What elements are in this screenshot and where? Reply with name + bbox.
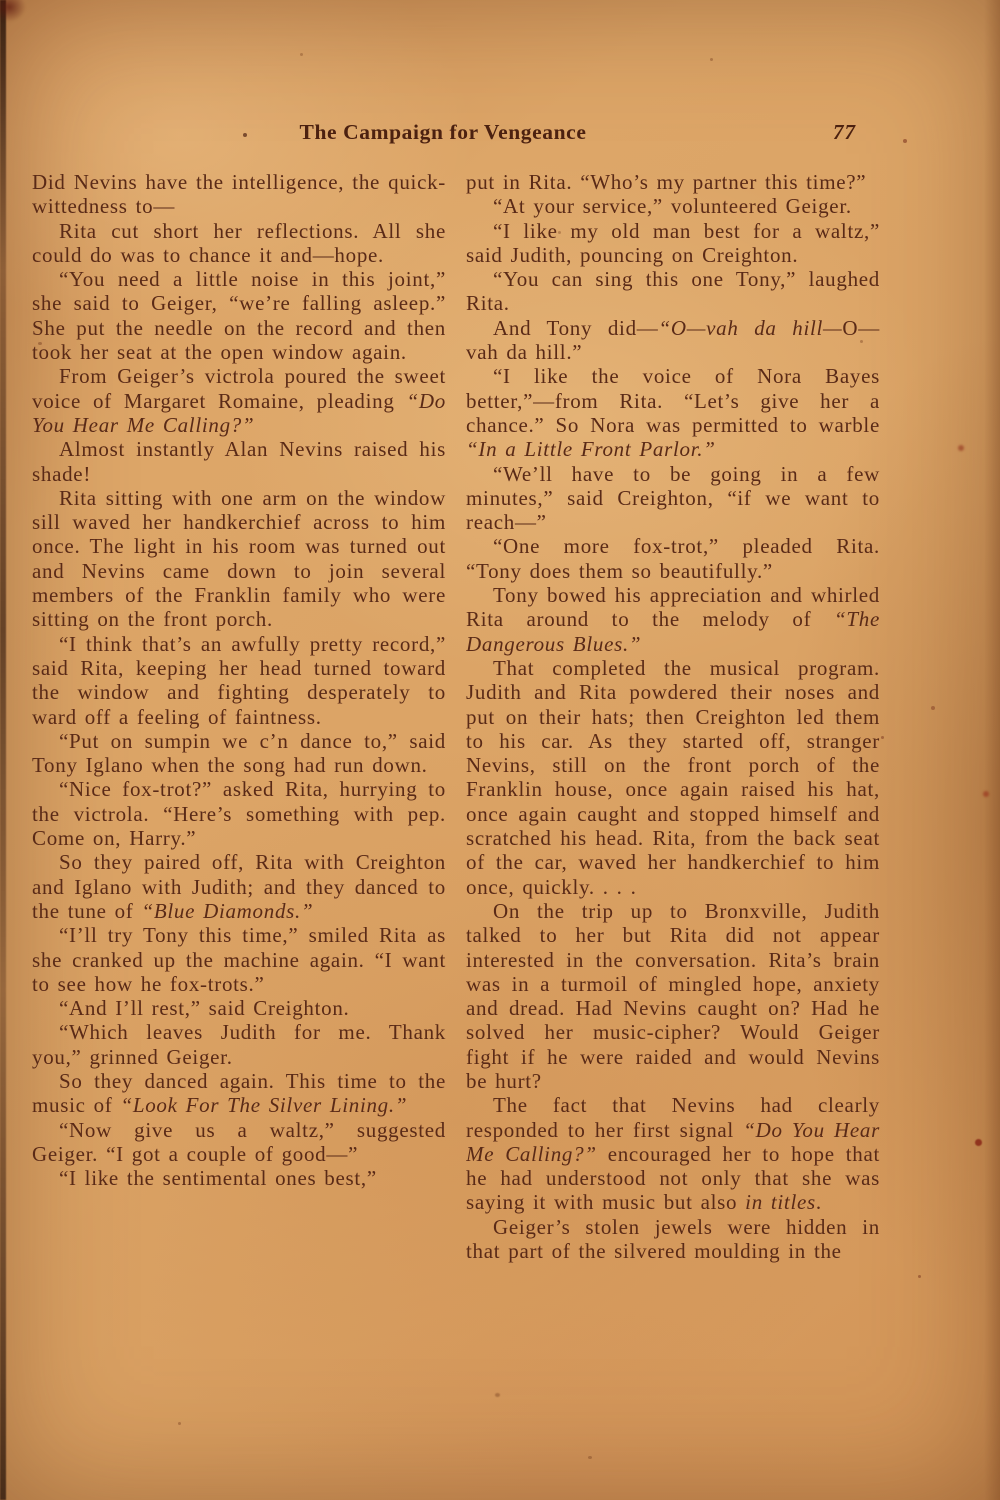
text-run: “I like my old man best for a waltz,” said Judith, pouncing on Creighton. xyxy=(466,218,880,267)
italic-text: “In a Little Front Parlor.” xyxy=(466,437,716,462)
paragraph xyxy=(32,1166,446,1190)
paper-speck xyxy=(588,1456,592,1459)
text-run: Rita sitting with one arm on the window sill waved her handkerchief across to him once. The light in his room was turned out and Nevins came down to join several members of the Franklin family who were sitting on the front porch. xyxy=(32,485,446,632)
paragraph xyxy=(466,899,880,1093)
text-run: Rita cut short her reflections. All she could do was to chance it and—hope. xyxy=(32,218,446,267)
paragraph xyxy=(466,170,880,194)
text-run: “I’ll try Tony this time,” smiled Rita as she cranked up the machine again. “I want to see how he fox-trots.” xyxy=(32,923,446,996)
text-run: From Geiger’s victrola poured the sweet voice of Margaret Romaine, pleading xyxy=(32,364,446,413)
text-run: And Tony did— xyxy=(493,315,659,340)
text-run: “Now give us a waltz,” suggested Geiger. “I got a couple of good—” xyxy=(32,1117,446,1166)
paragraph xyxy=(466,267,880,316)
text-run: “One more fox-trot,” pleaded Rita. “Tony does them so beautifully.” xyxy=(466,534,880,583)
paragraph xyxy=(32,729,446,778)
paragraph xyxy=(466,1093,880,1214)
paragraph xyxy=(32,170,446,219)
paragraph xyxy=(466,583,880,656)
paper-speck xyxy=(931,706,935,710)
paper-speck xyxy=(495,1393,500,1397)
italic-text: in titles xyxy=(745,1190,816,1215)
print-speck xyxy=(243,133,247,137)
page-right-edge-shadow xyxy=(984,0,1000,1500)
paper-speck xyxy=(958,445,964,451)
text-run: “I like the voice of Nora Bayes better,”—from Rita. “Let’s give her a chance.” So Nora was permitted to warble xyxy=(466,364,880,437)
italic-text: “Look For The Silver Lining.” xyxy=(120,1093,408,1118)
paper-speck xyxy=(918,1275,921,1278)
paragraph xyxy=(32,437,446,486)
text-column-right xyxy=(466,170,880,1362)
text-run: Tony bowed his appreciation and whirled Rita around to the melody of xyxy=(466,583,880,632)
text-run: put in Rita. “Who’s my partner this time?” xyxy=(466,170,867,194)
paragraph xyxy=(466,364,880,461)
text-run: O—vah da hill.” xyxy=(466,315,880,365)
paragraph xyxy=(32,777,446,850)
text-column-left xyxy=(32,170,446,1362)
text-run: “Nice fox-trot?” asked Rita, hurrying to the victrola. “Here’s something with pep. Come on, Harry.” xyxy=(32,777,446,851)
paper-speck xyxy=(975,1139,982,1146)
paper-speck xyxy=(903,139,907,143)
text-run: Did Nevins have the intelligence, the quick-wittedness to— xyxy=(32,170,446,219)
paragraph xyxy=(32,1020,446,1069)
text-columns xyxy=(32,170,880,1362)
text-run: “At your service,” volunteered Geiger. xyxy=(493,194,852,219)
text-run: “Which leaves Judith for me. Thank you,” grinned Geiger. xyxy=(32,1020,446,1069)
italic-text: “Do You Hear Me Calling?” xyxy=(466,1117,880,1166)
italic-text: “The Dangerous Blues.” xyxy=(466,607,880,656)
paper-speck xyxy=(178,1422,181,1425)
paragraph xyxy=(32,632,446,729)
text-run: Geiger’s stolen jewels were hidden in that part of the silvered moulding in the xyxy=(466,1214,880,1264)
paragraph xyxy=(466,656,880,899)
paragraph xyxy=(466,316,880,365)
text-run: . xyxy=(815,1190,822,1215)
paragraph xyxy=(32,1118,446,1167)
paper-speck xyxy=(300,53,303,56)
running-title: The Campaign for Vengeance xyxy=(299,120,587,144)
text-run: So they paired off, Rita with Creighton and Iglano with Judith; and they danced to the tune of xyxy=(32,850,446,923)
paper-speck xyxy=(881,736,884,739)
italic-text: “Do You Hear Me Calling?” xyxy=(32,388,446,437)
text-run: encouraged her to hope that he had understood not only that she was saying it with music but also xyxy=(466,1141,880,1215)
paragraph xyxy=(466,462,880,535)
italic-text: “Blue Diamonds.” xyxy=(141,898,314,923)
paragraph xyxy=(32,219,446,268)
paragraph xyxy=(32,996,446,1020)
paragraph xyxy=(32,923,446,996)
text-run: “You need a little noise in this joint,” she said to Geiger, “we’re falling asleep.” She put the needle on the record and then took her seat at the open window again. xyxy=(32,267,446,365)
page-number: 77 xyxy=(833,120,856,144)
paragraph xyxy=(466,194,880,218)
text-run: “I like the sentimental ones best,” xyxy=(59,1166,377,1191)
text-run: On the trip up to Bronxville, Judith talked to her but Rita did not appear interested in the conversation. Rita’s brain was in a turmoil of mingled hope, anxiety and dread. Had Nevins caught on? Had he solved her music-cipher? Would Geiger fight if he were raided and would Nevins be hurt? xyxy=(466,898,880,1093)
text-run: That completed the musical program. Judith and Rita powdered their noses and put on their hats; then Creighton led them to his car. As they started off, stranger Nevins, still on the front porch of the Franklin house, once again raised his hat, once again caught and stopped himself and scratched his head. Rita, from the back seat of the car, waved her handkerchief to him once, quickly. . . . xyxy=(466,655,880,899)
paragraph xyxy=(32,850,446,923)
text-run: The fact that Nevins had clearly responded to her first signal xyxy=(466,1093,880,1142)
text-run: “Put on sumpin we c’n dance to,” said Tony Iglano when the song had run down. xyxy=(32,728,446,778)
paragraph xyxy=(32,1069,446,1118)
paragraph xyxy=(32,267,446,364)
text-run: “We’ll have to be going in a few minutes,” said Creighton, “if we want to reach—” xyxy=(466,461,880,535)
corner-stain xyxy=(0,0,26,22)
text-run: “I think that’s an awfully pretty record,” said Rita, keeping her head turned toward the window and fighting desperately to ward off a feeling of faintness. xyxy=(32,631,446,729)
paragraph xyxy=(466,1215,880,1264)
text-run: “You can sing this one Tony,” laughed Rita. xyxy=(466,267,880,316)
paragraph xyxy=(32,364,446,437)
text-run: “And I’ll rest,” said Creighton. xyxy=(59,996,350,1021)
text-run: So they danced again. This time to the music of xyxy=(32,1068,446,1118)
paragraph xyxy=(466,534,880,583)
paragraph xyxy=(32,486,446,632)
text-run: Almost instantly Alan Nevins raised his shade! xyxy=(32,437,446,486)
paper-speck xyxy=(710,58,713,61)
italic-text: “O—vah da hill— xyxy=(658,315,843,340)
paragraph xyxy=(466,219,880,268)
page-header xyxy=(32,120,880,150)
page-left-edge-shadow xyxy=(0,0,6,1500)
